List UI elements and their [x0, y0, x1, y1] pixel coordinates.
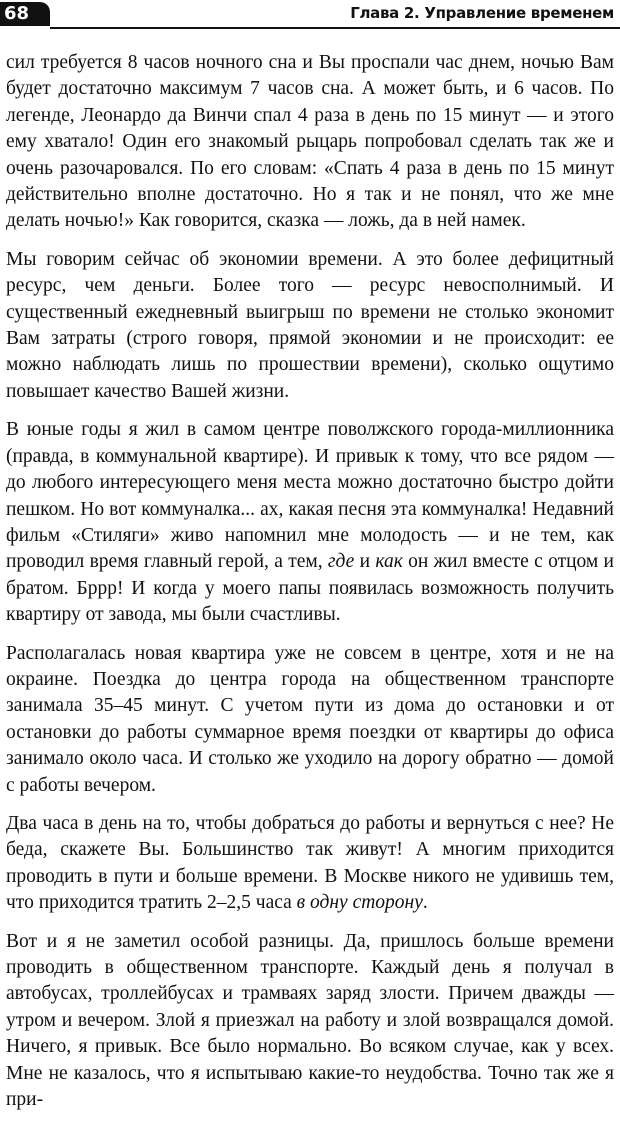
- header-rule: [50, 27, 620, 29]
- paragraph: [6, 811, 614, 917]
- italic-text: в одну сторону: [296, 892, 423, 914]
- paragraph: [6, 50, 614, 235]
- chapter-title: Глава 2. Управление временем: [350, 4, 614, 22]
- page-header: [0, 0, 620, 30]
- text-run: Вот и я не заметил особой разницы. Да, пришлось больше времени проводить в общественном транспорте. Каждый день я получал в автобусах, троллейбусах и трамваях заряд злости. Причем дважды — утром и вечером. Злой я приезжал на работу и злой возвращался домой. Ничего, я привык. Все было нормально. Во всяком случае, как у всех. Мне не казалось, что я испытываю какие-то неудобства. Точно так же я при-: [6, 930, 614, 1111]
- paragraph: [6, 929, 614, 1114]
- text-run: Располагалась новая квартира уже не совсем в центре, хотя и не на окраине. Поездка до центра города на общественном транспорте занимала 35–45 минут. С учетом пути из дома до остановки и от остановки до работы суммарное время поездки от квартиры до офиса занимало около часа. И столько же уходило на дорогу обратно — домой с работы вечером.: [6, 642, 614, 796]
- text-run: В юные годы я жил в самом центре поволжского города-миллионника (правда, в коммунальной квартире). И привык к тому, что все рядом — до любого интересующего меня места можно достаточно быстро дойти пешком. Но вот коммуналка... ах, какая песня эта коммуналка! Недавний фильм «Стиляги» живо напомнил мне молодость — и не тем, как проводил время главный герой, а тем,: [6, 419, 614, 573]
- italic-text: как: [375, 551, 403, 573]
- paragraph: [6, 417, 614, 628]
- page-body: [6, 50, 614, 1125]
- italic-text: где: [327, 551, 355, 573]
- text-run: сил требуется 8 часов ночного сна и Вы проспали час днем, ночью Вам будет достаточно максимум 7 часов сна. А может быть, и 6 часов. По легенде, Леонардо да Винчи спал 4 раза в день по 15 минут — и этого ему хватало! Один его знакомый рыцарь попробовал сделать так же и очень разочаровался. По его словам: «Спать 4 раза в день по 15 минут действительно вполне достаточно. Но я так и не понял, что же мне делать ночью!» Как говорится, сказка — ложь, да в ней намек.: [6, 52, 614, 232]
- text-run: Мы говорим сейчас об экономии времени. А это более дефицитный ресурс, чем деньги. Более того — ресурс невосполнимый. И существенный ежедневный выигрыш по времени не столько экономит Вам затраты (строго говоря, прямой экономии и не происходит: ее можно наблюдать лишь по прошествии времени), сколько ощутимо повышает качество Вашей жизни.: [6, 248, 614, 402]
- paragraph: [6, 641, 614, 799]
- text-run: .: [422, 892, 428, 914]
- text-run: и: [354, 551, 376, 573]
- text-run: он жил вместе с отцом и братом. Бррр! И когда у моего папы появилась возможность получить квартиру от завода, мы были счастливы.: [6, 551, 614, 626]
- paragraph: [6, 247, 614, 405]
- text-run: Два часа в день на то, чтобы добраться до работы и вернуться с нее? Не беда, скажете Вы. Большинство так живут! А многим приходится проводить в пути и больше времени. В Москве никого не удивишь тем, что приходится тратить 2–2,5 часа: [6, 812, 614, 914]
- page-number: 68: [0, 2, 50, 26]
